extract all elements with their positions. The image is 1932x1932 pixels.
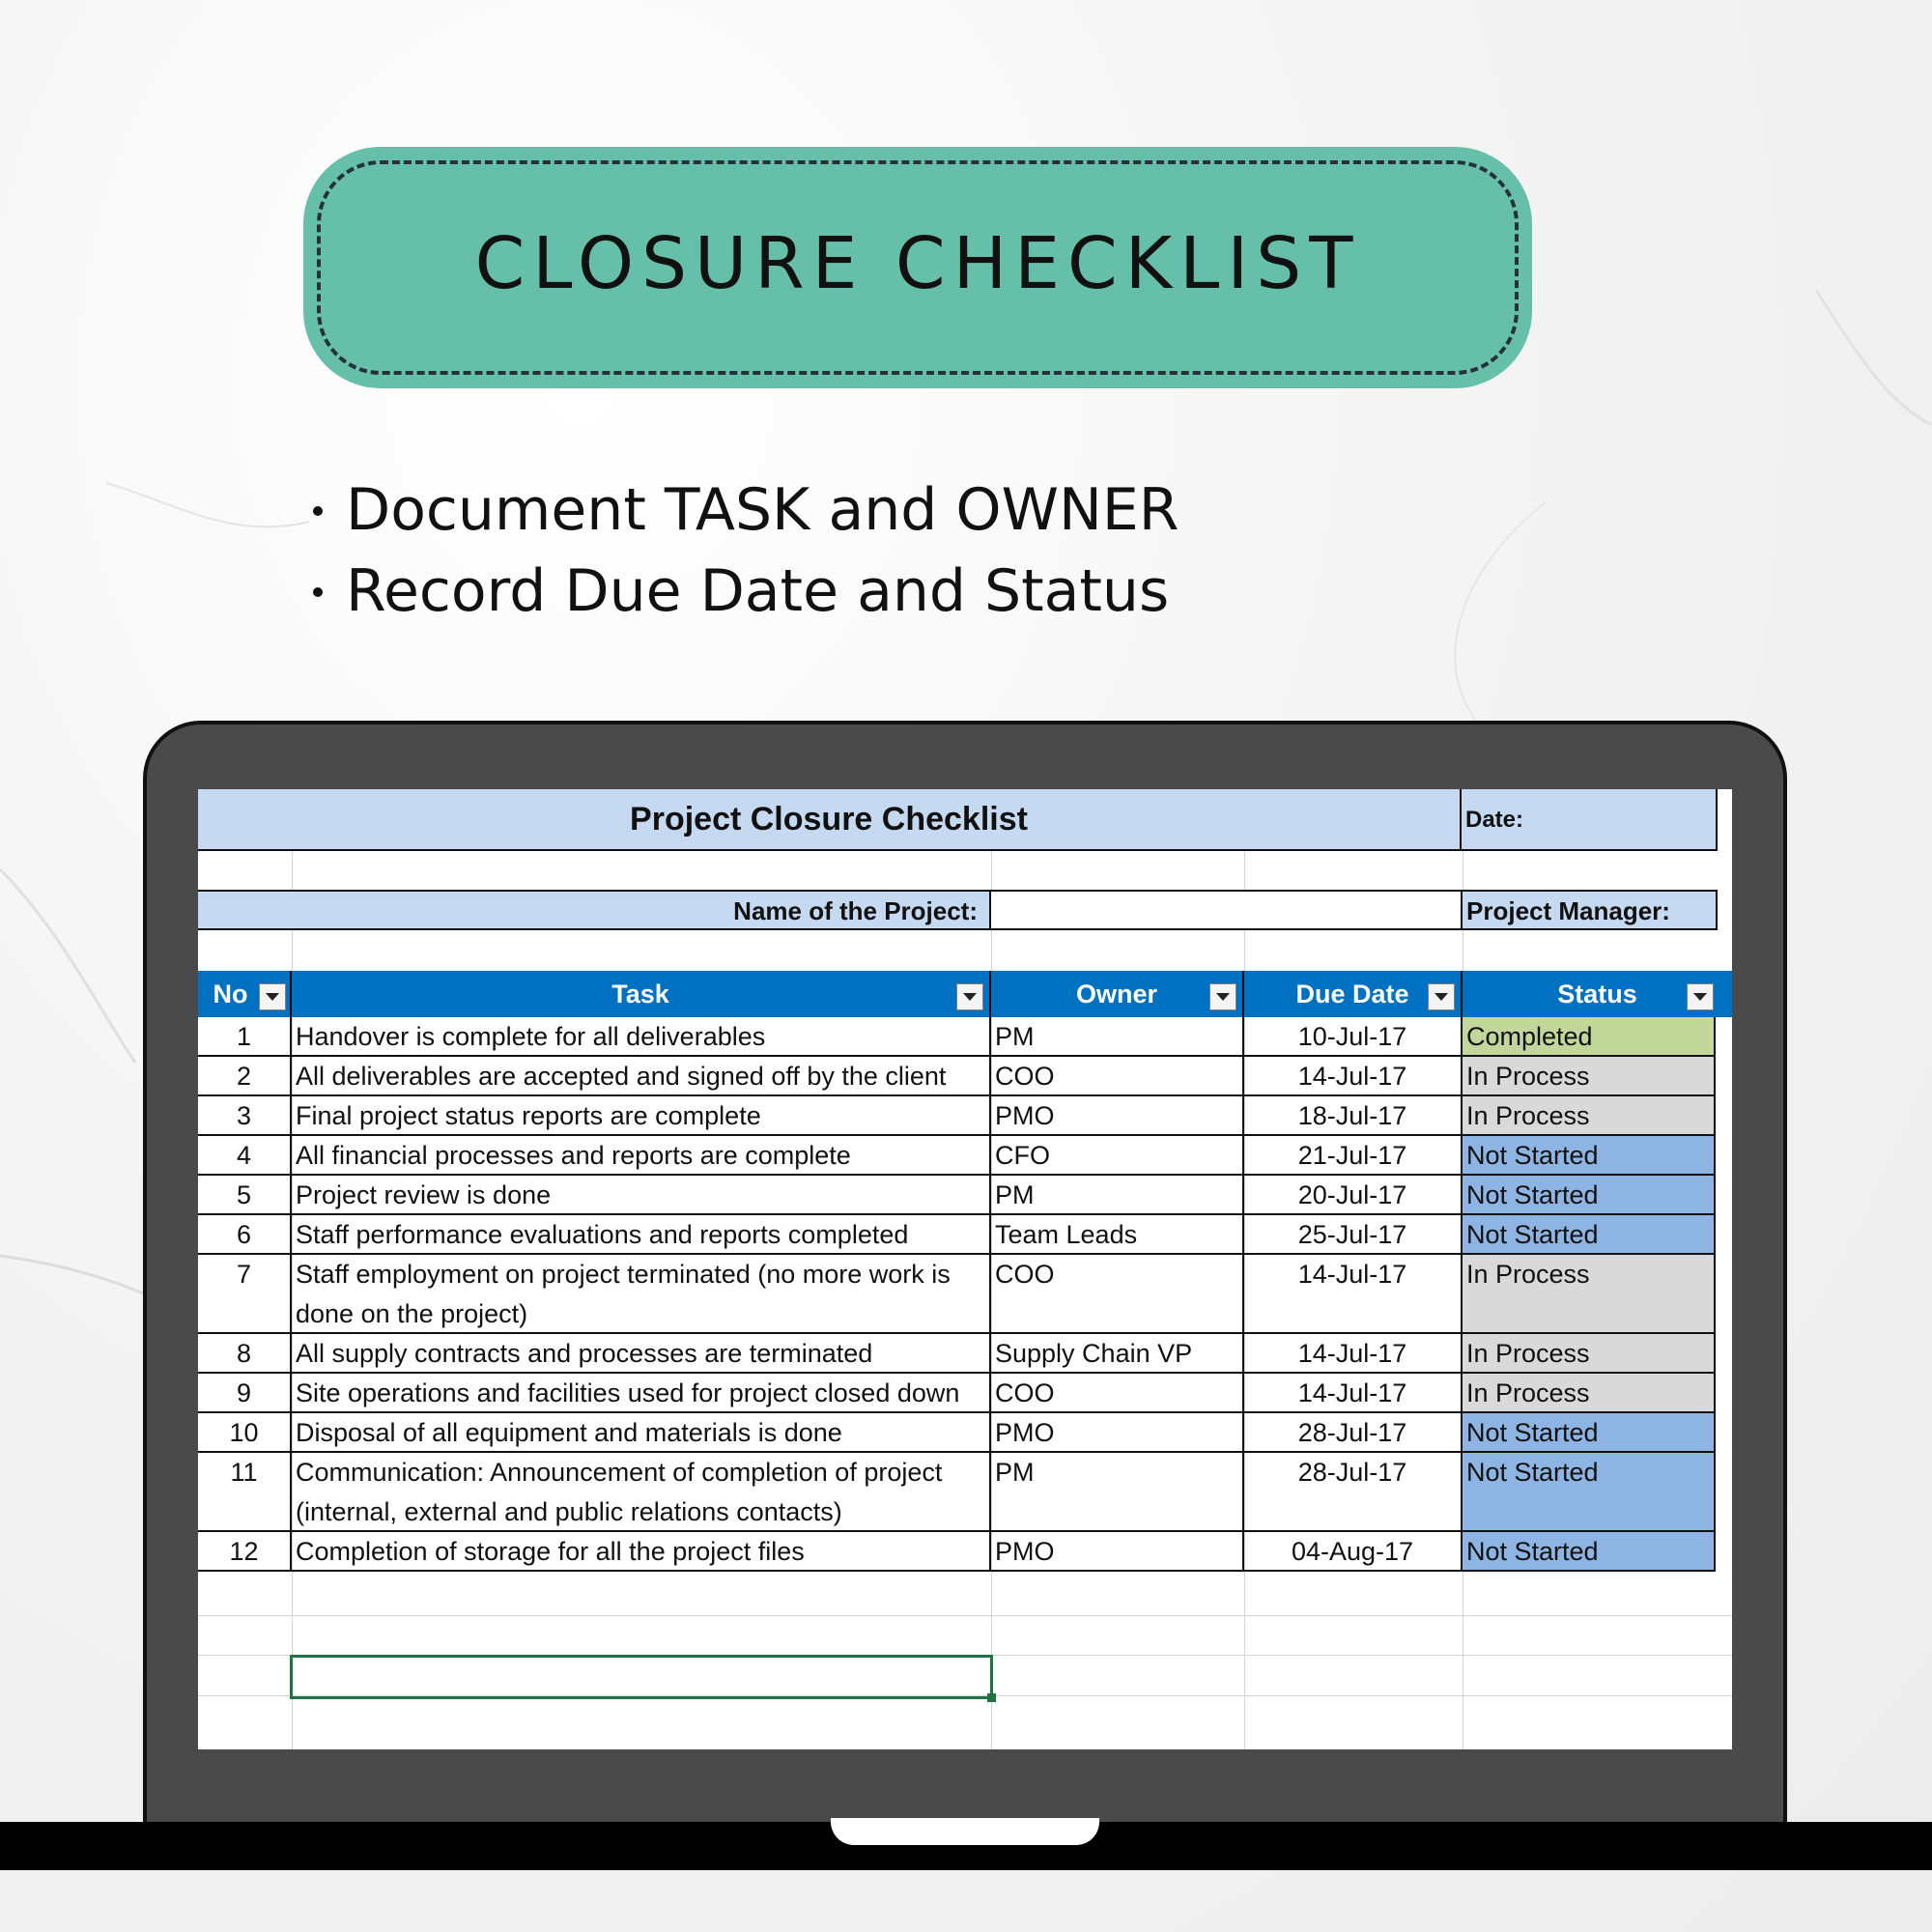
table-row	[198, 1057, 1732, 1096]
cell-task[interactable]: Handover is complete for all deliverables	[292, 1017, 991, 1057]
cell-status[interactable]: Not Started	[1463, 1136, 1716, 1176]
cell-task[interactable]: Completion of storage for all the project files	[292, 1532, 991, 1572]
bullet-text: Record Due Date and Status	[346, 557, 1170, 625]
cell-task[interactable]: Staff employment on project terminated (no more work is done on the project)	[292, 1255, 991, 1334]
cell-owner[interactable]: Supply Chain VP	[991, 1334, 1244, 1374]
cell-status[interactable]: Not Started	[1463, 1453, 1716, 1532]
cell-due-date[interactable]: 28-Jul-17	[1244, 1413, 1463, 1453]
date-label[interactable]: Date:	[1462, 789, 1718, 851]
cell-status[interactable]: In Process	[1463, 1255, 1716, 1334]
cell-task[interactable]: All financial processes and reports are complete	[292, 1136, 991, 1176]
cell-owner[interactable]: Team Leads	[991, 1215, 1244, 1255]
cell-status[interactable]: In Process	[1463, 1096, 1716, 1136]
bullet-dot-icon	[313, 587, 323, 597]
table-row	[198, 1136, 1732, 1176]
cell-due-date[interactable]: 14-Jul-17	[1244, 1374, 1463, 1413]
laptop-notch	[831, 1818, 1099, 1845]
filter-dropdown-icon[interactable]	[1428, 983, 1455, 1010]
cell-due-date[interactable]: 10-Jul-17	[1244, 1017, 1463, 1057]
table-row	[198, 1413, 1732, 1453]
cell-owner[interactable]: PM	[991, 1017, 1244, 1057]
cell-due-date[interactable]: 14-Jul-17	[1244, 1255, 1463, 1334]
cell-no[interactable]: 4	[198, 1136, 292, 1176]
cell-no[interactable]: 11	[198, 1453, 292, 1532]
column-header-label: Due Date	[1295, 980, 1409, 1009]
cell-task[interactable]: All supply contracts and processes are terminated	[292, 1334, 991, 1374]
selected-cell[interactable]	[290, 1655, 993, 1699]
cell-due-date[interactable]: 18-Jul-17	[1244, 1096, 1463, 1136]
column-header-task[interactable]	[292, 971, 991, 1017]
gridline	[198, 1615, 1732, 1616]
cell-no[interactable]: 7	[198, 1255, 292, 1334]
cell-task[interactable]: Final project status reports are complete	[292, 1096, 991, 1136]
table-row	[198, 1255, 1732, 1334]
column-header-label: No	[213, 980, 248, 1009]
cell-task[interactable]: All deliverables are accepted and signed off by the client	[292, 1057, 991, 1096]
column-header-label: Owner	[1075, 980, 1158, 1009]
spreadsheet	[198, 789, 1732, 1749]
cell-owner[interactable]: PM	[991, 1453, 1244, 1532]
cell-no[interactable]: 6	[198, 1215, 292, 1255]
cell-task[interactable]: Site operations and facilities used for project closed down	[292, 1374, 991, 1413]
cell-status[interactable]: In Process	[1463, 1334, 1716, 1374]
cell-due-date[interactable]: 14-Jul-17	[1244, 1334, 1463, 1374]
filter-dropdown-icon[interactable]	[1209, 983, 1236, 1010]
cell-no[interactable]: 3	[198, 1096, 292, 1136]
cell-due-date[interactable]: 14-Jul-17	[1244, 1057, 1463, 1096]
table-row	[198, 1215, 1732, 1255]
project-name-label[interactable]: Name of the Project:	[198, 890, 991, 930]
cell-owner[interactable]: PMO	[991, 1532, 1244, 1572]
bullet-dot-icon	[313, 506, 323, 516]
cell-owner[interactable]: PM	[991, 1176, 1244, 1215]
cell-status[interactable]: Not Started	[1463, 1176, 1716, 1215]
feature-bullets	[309, 469, 1179, 632]
cell-due-date[interactable]: 20-Jul-17	[1244, 1176, 1463, 1215]
cell-due-date[interactable]: 21-Jul-17	[1244, 1136, 1463, 1176]
cell-owner[interactable]: CFO	[991, 1136, 1244, 1176]
cell-status[interactable]: Not Started	[1463, 1532, 1716, 1572]
cell-no[interactable]: 1	[198, 1017, 292, 1057]
table-row	[198, 1176, 1732, 1215]
cell-task[interactable]: Project review is done	[292, 1176, 991, 1215]
banner	[303, 147, 1532, 388]
column-header-due-date[interactable]	[1244, 971, 1463, 1017]
cell-no[interactable]: 8	[198, 1334, 292, 1374]
column-header-label: Status	[1557, 980, 1637, 1009]
cell-task[interactable]: Communication: Announcement of completion of project (internal, external and public relations contacts)	[292, 1453, 991, 1532]
table-row	[198, 1453, 1732, 1532]
column-header-label: Task	[611, 980, 669, 1009]
cell-no[interactable]: 5	[198, 1176, 292, 1215]
column-header-no[interactable]	[198, 971, 292, 1017]
table-row	[198, 1096, 1732, 1136]
cell-due-date[interactable]: 04-Aug-17	[1244, 1532, 1463, 1572]
bullet-item	[309, 551, 1179, 632]
fill-handle[interactable]	[987, 1693, 996, 1702]
filter-dropdown-icon[interactable]	[956, 983, 983, 1010]
table-row	[198, 1334, 1732, 1374]
sheet-title[interactable]: Project Closure Checklist	[198, 789, 1462, 851]
cell-status[interactable]: Not Started	[1463, 1413, 1716, 1453]
bullet-item	[309, 469, 1179, 551]
column-header-status[interactable]	[1463, 971, 1732, 1017]
cell-owner[interactable]: PMO	[991, 1096, 1244, 1136]
cell-due-date[interactable]: 25-Jul-17	[1244, 1215, 1463, 1255]
cell-task[interactable]: Staff performance evaluations and reports completed	[292, 1215, 991, 1255]
cell-owner[interactable]: PMO	[991, 1413, 1244, 1453]
filter-dropdown-icon[interactable]	[259, 983, 286, 1010]
filter-dropdown-icon[interactable]	[1687, 983, 1714, 1010]
project-name-input[interactable]	[991, 890, 1463, 930]
bullet-text: Document TASK and OWNER	[346, 476, 1179, 544]
cell-owner[interactable]: COO	[991, 1374, 1244, 1413]
cell-no[interactable]: 9	[198, 1374, 292, 1413]
table-row	[198, 1532, 1732, 1572]
cell-no[interactable]: 12	[198, 1532, 292, 1572]
table-row	[198, 1017, 1732, 1057]
cell-owner[interactable]: COO	[991, 1255, 1244, 1334]
project-manager-label[interactable]: Project Manager:	[1463, 890, 1718, 930]
cell-no[interactable]: 10	[198, 1413, 292, 1453]
cell-status[interactable]: In Process	[1463, 1374, 1716, 1413]
cell-due-date[interactable]: 28-Jul-17	[1244, 1453, 1463, 1532]
table-row	[198, 1374, 1732, 1413]
cell-status[interactable]: Completed	[1463, 1017, 1716, 1057]
cell-status[interactable]: In Process	[1463, 1057, 1716, 1096]
cell-task[interactable]: Disposal of all equipment and materials is done	[292, 1413, 991, 1453]
banner-title: CLOSURE CHECKLIST	[474, 222, 1361, 305]
column-header-owner[interactable]	[991, 971, 1244, 1017]
cell-owner[interactable]: COO	[991, 1057, 1244, 1096]
cell-status[interactable]: Not Started	[1463, 1215, 1716, 1255]
cell-no[interactable]: 2	[198, 1057, 292, 1096]
